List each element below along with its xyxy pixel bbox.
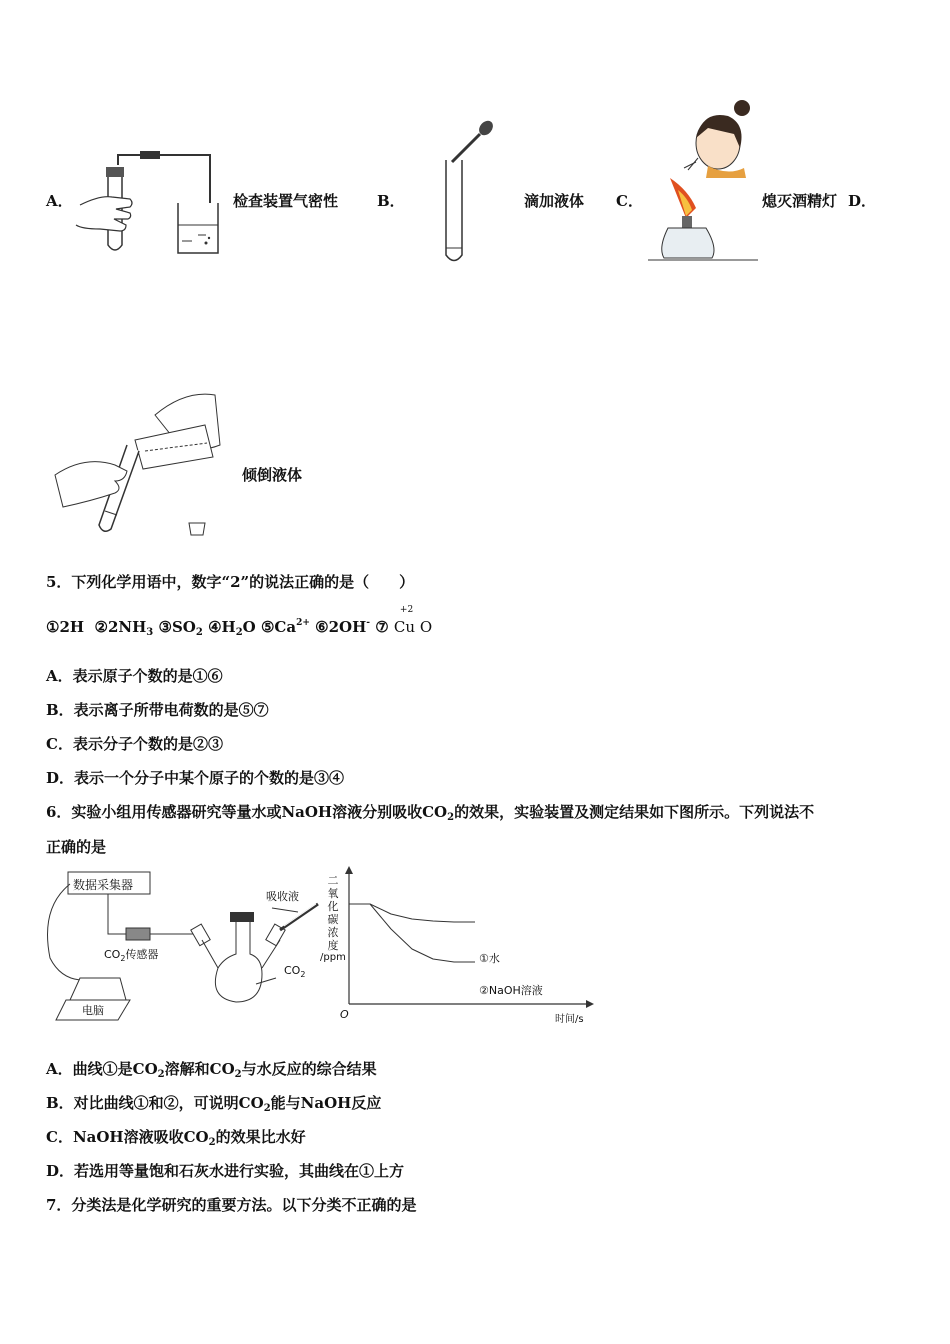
pouring-liquid-illustration	[55, 385, 230, 540]
option-b: B．表示离子所带电荷数的是⑤⑦	[46, 701, 269, 719]
chart-origin: O	[340, 1008, 349, 1021]
option-caption: 检查装置气密性	[233, 192, 339, 210]
dropper-tube-illustration	[430, 120, 510, 270]
alcohol-lamp-blow-illustration	[648, 98, 758, 263]
sensor-label: $CO_2$传感器	[104, 948, 159, 963]
option-caption: 倾倒液体	[242, 466, 303, 484]
option-d: D．表示一个分子中某个原子的个数的是③④	[46, 769, 345, 787]
chart-ylabel: 二 氧 化 碳 浓 度	[327, 874, 339, 952]
data-collector-label: 数据采集器	[73, 878, 134, 892]
option-a: A．表示原子个数的是①⑥	[46, 667, 223, 685]
chart-yunit: /ppm	[320, 952, 346, 963]
y-axis-arrow	[345, 866, 353, 874]
gas-label: $CO_2$	[284, 964, 306, 979]
option-c: C．表示分子个数的是②③	[46, 735, 223, 753]
chart-xlabel: 时间/s	[555, 1014, 584, 1025]
cuo-valence: +2 Cu O	[393, 605, 433, 636]
co2-concentration-chart	[340, 866, 600, 1016]
chemical-formulas: ①2H $②2NH_3$ $③SO_2$ $④H_2O$ $⑤Ca^{2+}$ ⑥2OH- ⑦ +2 Cu O	[46, 605, 433, 638]
question-7-stem: 7．分类法是化学研究的重要方法。以下分类不正确的是	[46, 1196, 417, 1214]
series-line-1	[349, 904, 475, 922]
airtight-check-illustration	[70, 145, 230, 260]
question-stem-line1: 6．实验小组用传感器研究等量水或NaOH溶液分别吸收$CO_2$的效果，实验装置及测定结果如下图所示。下列说法不	[46, 803, 815, 823]
option-c: C．NaOH溶液吸收$CO_2$的效果比水好	[46, 1128, 306, 1148]
curve1-label: ①水	[479, 952, 500, 965]
absorber-label: 吸收液	[266, 890, 299, 903]
series-line-2	[349, 904, 475, 962]
option-letter: B．	[377, 192, 405, 210]
question-stem-line2: 正确的是	[46, 838, 107, 856]
option-caption: 熄灭酒精灯	[762, 192, 838, 210]
option-a: A．曲线①是$CO_2$溶解和$CO_2$与水反应的综合结果	[46, 1060, 377, 1080]
question-stem: 5．下列化学用语中，数字“2”的说法正确的是（ ）	[46, 573, 415, 591]
option-b: B．对比曲线①和②，可说明$CO_2$能与NaOH反应	[46, 1094, 382, 1114]
curve2-label: ②NaOH溶液	[479, 984, 543, 997]
option-caption: 滴加液体	[524, 192, 585, 210]
computer-label: 电脑	[82, 1004, 104, 1017]
option-letter: C．	[616, 192, 643, 210]
option-d: D．若选用等量饱和石灰水进行实验，其曲线在①上方	[46, 1162, 405, 1180]
x-axis-arrow	[586, 1000, 594, 1008]
option-letter: D．	[848, 192, 877, 210]
option-letter: A．	[46, 192, 73, 210]
